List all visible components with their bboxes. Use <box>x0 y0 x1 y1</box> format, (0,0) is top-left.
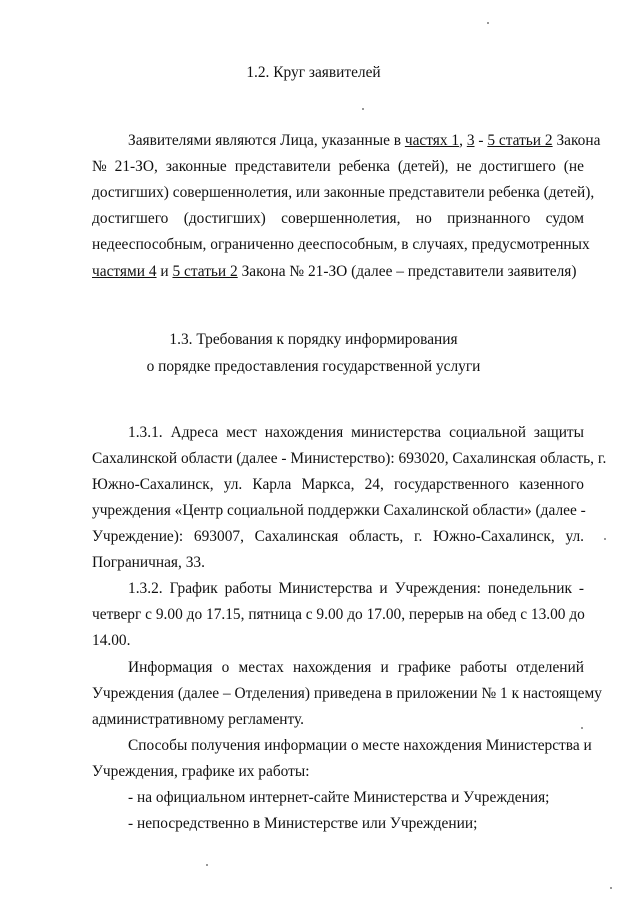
text-run: Закона № 21-ЗО (далее – представители заявителя) <box>237 263 577 280</box>
paragraph-1-3-1-line-5: Учреждение): 693007, Сахалинская область, г. Южно-Сахалинск, ул. <box>92 528 584 545</box>
law-link-part-5-article-2[interactable]: 5 статьи 2 <box>172 263 238 280</box>
law-link-parts-4[interactable]: частями 4 <box>92 263 157 280</box>
paragraph-applicants-line-3: достигших) совершеннолетия, или законные представители ребенка (детей), <box>92 184 595 201</box>
scan-speck <box>362 108 364 110</box>
law-link-part-5-article-2[interactable]: 5 статьи 2 <box>487 132 553 149</box>
paragraph-1-3-1-line-4: учреждения «Центр социальной поддержки Сахалинской области» (далее - <box>92 502 586 519</box>
paragraph-1-3-2-line-3: 14.00. <box>92 632 131 649</box>
scan-speck <box>604 538 606 540</box>
paragraph-info-line-1: Информация о местах нахождения и графике работы отделений <box>128 659 584 676</box>
paragraph-1-3-2-line-2: четверг с 9.00 до 17.15, пятница с 9.00 до 17.00, перерыв на обед с 13.00 до <box>92 606 585 623</box>
paragraph-applicants-line-6 <box>92 262 577 282</box>
paragraph-applicants-line-5: недееспособным, ограниченно дееспособным, в случаях, предусмотренных <box>92 236 590 253</box>
paragraph-info-line-2: Учреждения (далее – Отделения) приведена в приложении № 1 к настоящему <box>92 685 602 702</box>
law-link-parts-1[interactable]: частях 1 <box>404 132 460 149</box>
paragraph-1-3-1-line-1: 1.3.1. Адреса мест нахождения министерства социальной защиты <box>128 424 584 441</box>
paragraph-ways-line-2: Учреждения, графике их работы: <box>92 763 310 780</box>
text-run: , <box>459 132 467 149</box>
text-run: Заявителями являются Лица, указанные в <box>128 132 405 149</box>
text-run: Закона <box>552 132 601 149</box>
scan-speck <box>610 887 612 889</box>
paragraph-1-3-1-line-2: Сахалинской области (далее - Министерство): 693020, Сахалинская область, г. <box>92 450 607 467</box>
list-item-website: - на официальном интернет-сайте Министерства и Учреждения; <box>128 789 550 806</box>
text-run: - <box>474 132 488 149</box>
text-run: и <box>156 263 173 280</box>
list-item-in-person: - непосредственно в Министерстве или Учреждении; <box>128 815 478 832</box>
section-heading-1-3-line-1: 1.3. Требования к порядку информирования <box>169 331 458 348</box>
section-heading-1-2: 1.2. Круг заявителей <box>246 64 381 81</box>
law-link-part-3[interactable]: 3 <box>466 132 475 149</box>
paragraph-1-3-2-line-1: 1.3.2. График работы Министерства и Учреждения: понедельник - <box>128 580 584 597</box>
paragraph-1-3-1-line-6: Пограничная, 33. <box>92 554 205 571</box>
paragraph-1-3-1-line-3: Южно-Сахалинск, ул. Карла Маркса, 24, государственного казенного <box>92 476 584 493</box>
scan-speck <box>206 864 208 866</box>
paragraph-applicants-line-1 <box>128 131 601 151</box>
paragraph-applicants-line-4: достигшего (достигших) совершеннолетия, но признанного судом <box>92 210 584 227</box>
paragraph-info-line-3: административному регламенту. <box>92 711 305 728</box>
section-heading-1-3-line-2: о порядке предоставления государственной услуги <box>146 358 481 375</box>
scan-speck <box>487 22 489 24</box>
paragraph-applicants-line-2: № 21-ЗО, законные представители ребенка (детей), не достигшего (не <box>92 158 584 175</box>
scan-speck <box>581 727 583 729</box>
paragraph-ways-line-1: Способы получения информации о месте нахождения Министерства и <box>128 737 592 754</box>
